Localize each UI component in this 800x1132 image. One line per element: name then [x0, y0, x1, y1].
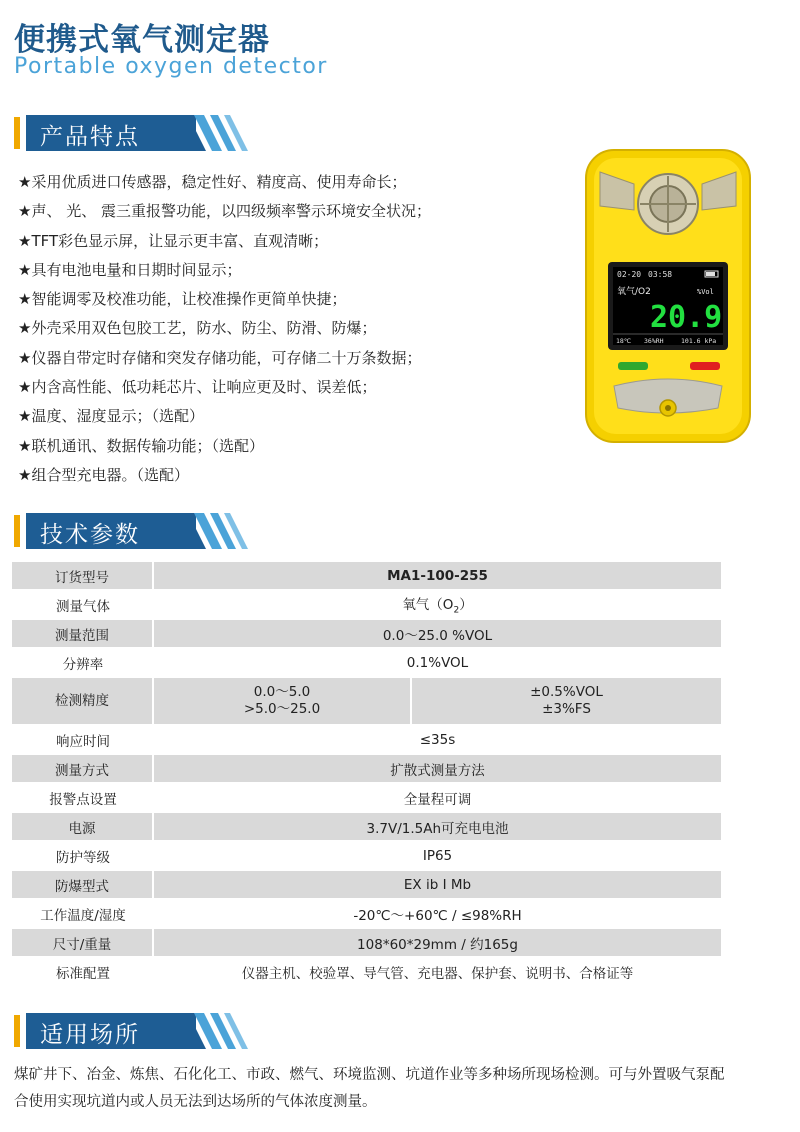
- feature-list: [18, 168, 538, 490]
- spec-label: 工作温度/湿度: [12, 900, 154, 927]
- table-row: [12, 678, 721, 724]
- feature-item: ★具有电池电量和日期时间显示；: [18, 260, 242, 279]
- spec-value: ±0.5%VOL ±3%FS: [412, 678, 721, 724]
- spec-label: 标准配置: [12, 958, 154, 985]
- spec-label: 报警点设置: [12, 784, 154, 811]
- table-row: [12, 900, 721, 927]
- feature-item: ★联机通讯、数据传输功能；（选配）: [18, 436, 264, 455]
- section-header-features: [14, 115, 254, 151]
- feature-item: ★内含高性能、低功耗芯片、让响应更及时、误差低；: [18, 378, 377, 397]
- spec-value: ≤35s: [154, 726, 721, 753]
- feature-item: ★TFT彩色显示屏，让显示更丰富、直观清晰；: [18, 231, 329, 250]
- spec-label: 测量方式: [12, 755, 154, 782]
- section-title: 技术参数: [40, 522, 140, 548]
- feature-item: ★仪器自带定时存储和突发存储功能，可存储二十万条数据；: [18, 348, 422, 367]
- screen-gas-label: 氧气/O2: [617, 287, 651, 297]
- spec-value: 0.0～25.0 %VOL: [154, 620, 721, 647]
- section-title: 产品特点: [40, 124, 140, 150]
- table-row: [12, 842, 721, 869]
- spec-value: 仪器主机、校验罩、导气管、充电器、保护套、说明书、合格证等: [154, 958, 721, 985]
- spec-value: 0.0～5.0 >5.0～25.0: [154, 678, 412, 724]
- section-accent-bar: [14, 515, 20, 547]
- spec-label: 测量气体: [12, 591, 154, 618]
- spec-value: IP65: [154, 842, 721, 869]
- page-subtitle: Portable oxygen detector: [14, 54, 328, 79]
- section-accent-bar: [14, 117, 20, 149]
- section-header-specs: [14, 513, 254, 549]
- screen-unit: %Vol: [697, 288, 714, 296]
- feature-item: ★温度、湿度显示；（选配）: [18, 407, 204, 426]
- table-row: [12, 784, 721, 811]
- table-row: [12, 591, 721, 618]
- screen-pressure: 101.6 kPa: [681, 337, 717, 345]
- feature-item: ★采用优质进口传感器，稳定性好、精度高、使用寿命长；: [18, 173, 407, 191]
- table-row: [12, 755, 721, 782]
- table-row: [12, 726, 721, 753]
- spec-label: 响应时间: [12, 726, 154, 753]
- spec-value: MA1-100-255: [154, 562, 721, 589]
- table-row: [12, 620, 721, 647]
- screen-date: 02-20: [617, 270, 642, 279]
- spec-value: -20℃～+60℃ / ≤98%RH: [154, 900, 721, 927]
- table-row: [12, 929, 721, 956]
- spec-label: 检测精度: [12, 678, 154, 724]
- feature-item: ★外壳采用双色包胶工艺，防水、防尘、防滑、防爆；: [18, 319, 377, 338]
- table-row: [12, 871, 721, 898]
- spec-value: 全量程可调: [154, 784, 721, 811]
- spec-value: 扩散式测量方法: [154, 755, 721, 782]
- spec-label: 分辨率: [12, 649, 154, 676]
- feature-item: ★智能调零及校准功能，让校准操作更简单快捷；: [18, 290, 347, 309]
- spec-value: 108*60*29mm / 约165g: [154, 929, 721, 956]
- spec-value: 0.1%VOL: [154, 649, 721, 676]
- screen-temp: 18℃: [616, 337, 632, 345]
- stripes-decoration-icon: [164, 1013, 254, 1049]
- spec-value: 3.7V/1.5Ah可充电电池: [154, 813, 721, 840]
- usage-paragraph: 煤矿井下、冶金、炼焦、石化化工、市政、燃气、环境监测、坑道作业等多种场所现场检测。可与外置吸气泵配合使用实现坑道内或人员无法到达场所的气体浓度测量。: [14, 1067, 725, 1110]
- spec-table: [12, 560, 721, 987]
- spec-label: 电源: [12, 813, 154, 840]
- table-row: [12, 958, 721, 985]
- table-row: [12, 562, 721, 589]
- section-header-usage: [14, 1013, 254, 1049]
- green-button-icon: [618, 362, 648, 370]
- spec-label: 测量范围: [12, 620, 154, 647]
- spec-value: 氧气$(O_2)$: [154, 591, 721, 618]
- screen-humidity: 36%RH: [644, 337, 664, 345]
- section-accent-bar: [14, 1015, 20, 1047]
- feature-item: ★组合型充电器。（选配）: [18, 465, 189, 484]
- table-row: [12, 649, 721, 676]
- stripes-decoration-icon: [164, 115, 254, 151]
- oxygen-detector-device-image: [578, 146, 758, 446]
- spec-value: EX ib Ⅰ Mb: [154, 871, 721, 898]
- spec-label: 尺寸/重量: [12, 929, 154, 956]
- screen-time: 03:58: [648, 270, 673, 279]
- spec-label: 防爆型式: [12, 871, 154, 898]
- spec-label: 防护等级: [12, 842, 154, 869]
- screen-reading: 20.9: [650, 300, 723, 335]
- stripes-decoration-icon: [164, 513, 254, 549]
- table-row: [12, 813, 721, 840]
- spec-label: 订货型号: [12, 562, 154, 589]
- page-title: 便携式氧气测定器: [14, 22, 270, 58]
- feature-item: ★声、 光、 震三重报警功能，以四级频率警示环境安全状况；: [18, 202, 431, 221]
- section-title: 适用场所: [40, 1022, 140, 1048]
- red-button-icon: [690, 362, 720, 370]
